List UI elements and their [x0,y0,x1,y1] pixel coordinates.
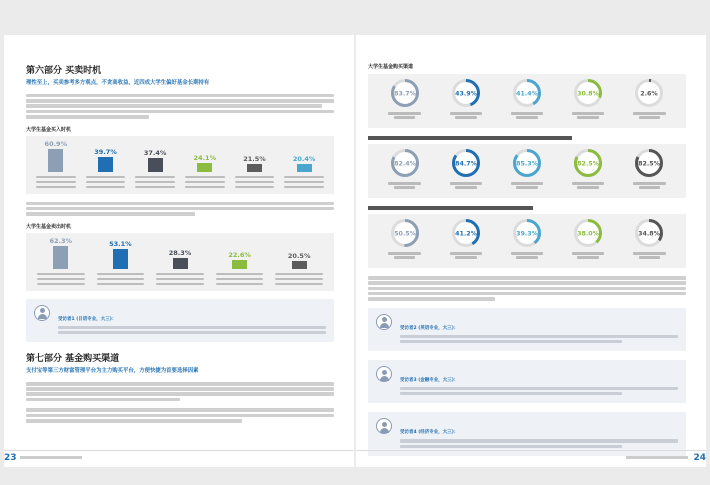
body-paragraph [26,408,334,422]
category-label [37,273,85,276]
bar-value-label: 53.1% [109,239,132,248]
chart-bar [292,261,307,269]
category-label [135,176,175,179]
page-24 [356,35,706,467]
ring-caption [509,251,545,260]
ring-percent: 38.0% [577,230,600,238]
ring-percent: 30.8% [577,90,600,98]
ring-percent: 82.5% [577,160,600,168]
category-label [185,176,225,179]
category-label [235,186,275,189]
category-label [97,278,145,281]
body-paragraph [26,202,334,216]
chart-bar [232,260,247,268]
interview-quote [26,299,334,342]
category-label [216,283,264,286]
ring-chart [512,148,542,178]
category-label [284,176,324,179]
ring-caption [631,181,667,190]
ring-percent: 84.7% [454,160,477,168]
category-label [275,283,323,286]
footer-text [626,456,688,459]
category-label [36,176,76,179]
ring-stat [387,148,423,190]
ring-stat [387,78,423,120]
ring-caption [570,181,606,190]
category-label [36,181,76,184]
ring-stat [448,218,484,260]
category-label [284,186,324,189]
ring-caption [387,181,423,190]
sell-timing-chart [26,233,334,291]
ring-chart [390,148,420,178]
interview-quote [368,308,686,351]
quote-speaker: 受访者3 (金融专业，大三)： [400,378,459,384]
person-icon [376,366,392,382]
category-label [216,278,264,281]
ring-chart [512,218,542,248]
ring-percent: 2.6% [640,90,659,98]
interview-quote [368,360,686,403]
page-23 [4,35,354,467]
part-six-lede: 理性至上，买卖参考多方观点，不贪高收益，近四成大学生偏好基金长期持有 [26,80,210,86]
part-seven-title: 第七部分 基金购买渠道 [26,354,120,365]
ring-percent: 82.5% [638,160,661,168]
category-label [135,181,175,184]
ring-chart [451,78,481,108]
category-label [185,181,225,184]
ring-percent: 39.3% [516,230,538,238]
chart-bar [247,164,262,172]
bar-value-label: 20.5% [287,252,311,261]
ring-percent: 41.2% [454,230,477,238]
page-number: 24 [693,453,706,463]
page-number: 23 [4,453,17,463]
bar-value-label: 39.7% [94,147,117,156]
ring-stat [570,148,606,190]
person-icon [376,418,392,434]
ring-stat [509,218,545,260]
ring-stat [631,218,667,260]
ring-stat [570,218,606,260]
ring-chart [634,218,664,248]
category-label [86,186,126,189]
bar-value-label: 24.1% [193,153,217,162]
bar-value-label: 22.6% [228,251,251,260]
category-label [36,186,76,189]
page-footer [356,450,706,462]
ring-stat [509,78,545,120]
chart-bar [48,149,63,172]
ring-caption [509,181,545,190]
category-label [86,176,126,179]
ring-caption [631,111,667,120]
body-paragraph [368,276,686,301]
category-label [235,176,275,179]
chart-bar [173,258,188,269]
ring-percent: 50.5% [393,230,416,238]
ring-caption [570,111,606,120]
document-spread [4,35,706,467]
category-label [156,273,204,276]
bar-value-label: 62.3% [49,236,73,245]
quote-speaker: 受访者2 (英语专业，大三)： [400,325,459,331]
category-label [275,273,323,276]
category-label [37,278,85,281]
chart-bar [197,163,212,172]
ring-caption [448,181,484,190]
ring-caption [631,251,667,260]
bar-value-label: 60.9% [44,139,68,148]
ring-percent: 83.7% [393,90,416,98]
ring-stat [631,148,667,190]
channel-ring-row [368,74,686,128]
ring-caption [448,111,484,120]
category-label [216,273,264,276]
chart-bar [297,164,312,172]
ring-chart [390,218,420,248]
ring-stat [387,218,423,260]
ring-chart [390,78,420,108]
body-paragraph [26,94,334,119]
city-bank-app-ring-row [368,214,686,268]
ring-percent: 34.8% [638,230,661,238]
chart-bar [53,246,68,269]
part-seven-lede: 支付宝等第三方财富管理平台为主力购买平台，方便快捷为首要选择因素 [26,368,199,375]
ring-chart [573,78,603,108]
bar-value-label: 37.4% [143,148,167,157]
chart-bar [98,157,113,172]
category-label [156,278,204,281]
interview-quotes [368,308,686,456]
quote-speaker: 受访者4 (经济专业，大三)： [400,430,459,436]
ring-caption [387,111,423,120]
ring-stat [448,148,484,190]
ring-stat [631,78,667,120]
ring-chart [451,148,481,178]
footer-text [20,456,82,459]
bar-value-label: 20.4% [292,154,316,163]
buy-timing-chart [26,136,334,194]
ring-chart [451,218,481,248]
person-icon [376,314,392,330]
bar-value-label: 28.3% [168,249,192,258]
category-label [284,181,324,184]
sell-timing-chart-title: 大学生基金卖出时机 [26,223,72,230]
ring-caption [570,251,606,260]
category-label [156,283,204,286]
category-label [86,181,126,184]
ring-chart [634,78,664,108]
category-label [275,278,323,281]
category-label [135,186,175,189]
ring-chart [573,218,603,248]
ring-percent: 85.3% [516,160,538,168]
category-label [235,181,275,184]
category-label [37,283,85,286]
chart-bar [113,249,128,269]
part-six-title: 第六部分 买卖时机 [26,66,102,76]
ring-stat [448,78,484,120]
channel-chart-title: 大学生基金购买渠道 [368,64,414,70]
ring-chart [573,148,603,178]
city-platform-chart-title [368,136,686,140]
chart-bar [148,158,163,172]
ring-caption [387,251,423,260]
ring-caption [448,251,484,260]
buy-timing-chart-title: 大学生基金买入时机 [26,126,72,133]
city-platform-ring-row [368,144,686,198]
category-label [97,283,145,286]
ring-percent: 82.4% [393,160,416,168]
ring-stat [570,78,606,120]
quote-speaker: 受访者1 (日语专业，大三)： [58,316,117,322]
category-label [185,186,225,189]
city-bank-app-chart-title [368,206,686,210]
ring-chart [512,78,542,108]
ring-percent: 41.4% [516,90,538,98]
category-label [97,273,145,276]
body-paragraph [26,382,334,401]
ring-stat [509,148,545,190]
bar-value-label: 21.5% [243,154,266,163]
ring-chart [634,148,664,178]
person-icon [34,305,50,321]
ring-caption [509,111,545,120]
page-footer [4,450,354,462]
ring-percent: 43.9% [454,90,477,98]
